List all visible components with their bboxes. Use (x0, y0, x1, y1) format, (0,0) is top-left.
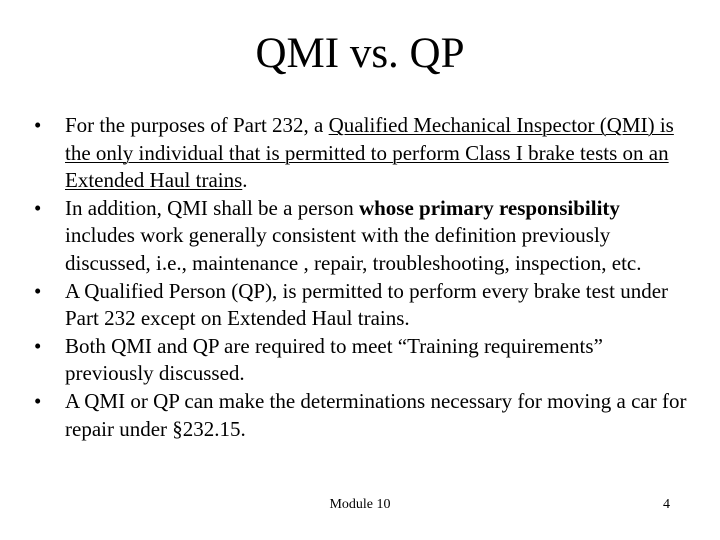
bullet-item-4 (34, 333, 694, 388)
bullet-text: includes work generally consistent with the definition previously discussed, i.e., maintenance , repair, troubleshooting, inspection, etc. (65, 223, 642, 275)
slide-title: QMI vs. QP (255, 30, 465, 77)
bullet-item-3 (34, 278, 694, 333)
page-number: 4 (663, 497, 670, 512)
bullet-list (34, 112, 694, 443)
bullet-icon: • (34, 388, 42, 413)
bullet-icon: • (34, 113, 42, 137)
bullet-text: Both QMI and QP are required to meet “Training requirements” previously discussed. (65, 333, 603, 386)
bold-text: whose primary responsibility (358, 195, 620, 220)
bullet-text: A Qualified Person (QP), is permitted to perform every brake test under Part 232 except on Extended Haul trains. (65, 278, 669, 331)
bullet-item-5 (34, 388, 694, 443)
bullet-text: For the purposes of Part 232, a (65, 113, 329, 137)
bullet-icon: • (34, 278, 42, 303)
bullet-item-2 (34, 195, 694, 278)
underlined-text: Qualified Mechanical Inspector (QMI) is the only individual that is permitted to perform Class I brake tests on an Extended Haul trains (65, 113, 674, 193)
footer-module-label: Module 10 (329, 497, 391, 512)
bullet-item-1 (34, 112, 694, 195)
bullet-icon: • (34, 195, 42, 220)
bullet-icon: • (34, 333, 42, 358)
bullet-text: A QMI or QP can make the determinations necessary for moving a car for repair under §232.15. (65, 388, 687, 441)
bullet-text: . (242, 168, 248, 193)
bullet-text: In addition, QMI shall be a person (65, 195, 359, 220)
